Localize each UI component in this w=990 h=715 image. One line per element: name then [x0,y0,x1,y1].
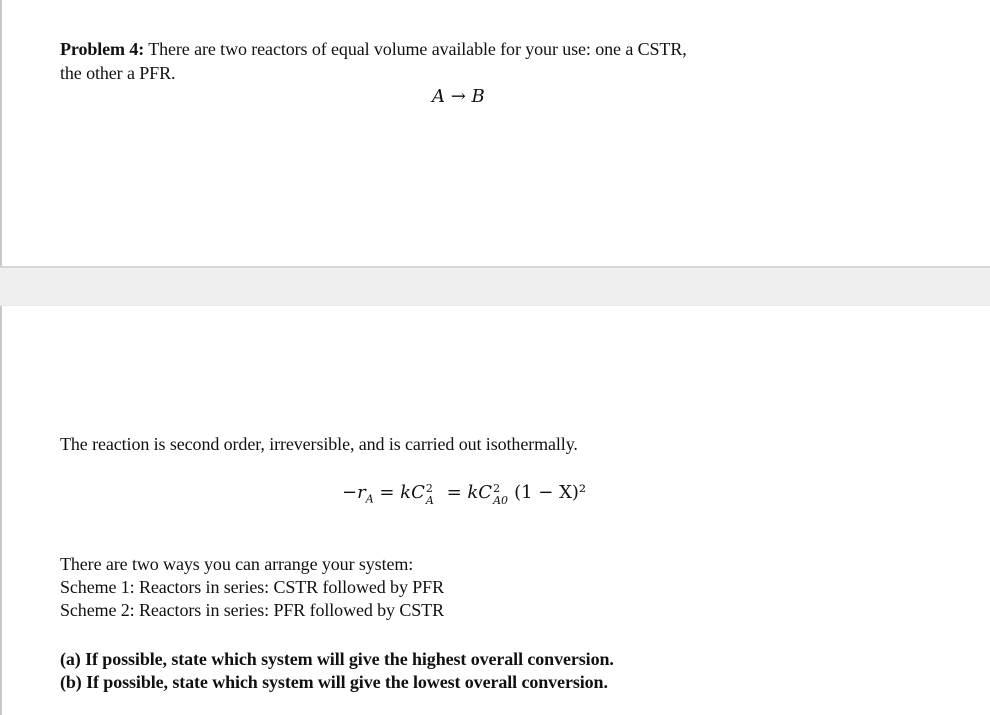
rate-eq1: = kC [373,482,425,503]
conc-a-scripts [425,482,441,507]
problem-intro-text: There are two reactors of equal volume available for your use: one a CSTR, [144,39,687,59]
rate-law-equation [342,482,587,507]
conc-a0-scripts [492,482,514,507]
scheme-2: Scheme 2: Reactors in series: PFR followed by CSTR [60,600,444,620]
conc-a-exponent: 2 [425,482,433,495]
reaction-description: The reaction is second order, irreversible, and is carried out isothermally. [60,434,578,454]
conc-a-subscript: A [425,494,434,507]
page-separator [0,266,990,306]
left-page-edge [0,0,2,715]
problem-intro-line-2: the other a PFR. [60,63,176,83]
problem-label: Problem 4: [60,39,145,59]
reaction-equation: A → B [432,86,485,107]
question-b-text: If possible, state which system will give the lowest overall conversion. [81,672,608,692]
question-a-text: If possible, state which system will give the highest overall conversion. [80,649,614,669]
scheme-1: Scheme 1: Reactors in series: CSTR followed by PFR [60,577,444,597]
rate-tail: (1 − X)² [514,482,587,503]
question-a [60,648,614,670]
arrangement-intro: There are two ways you can arrange your system: [60,554,414,574]
rate-eq2: = kC [440,482,493,503]
rate-lhs-subscript: A [365,492,374,506]
rate-lhs: −r [342,482,366,503]
conc-a0-subscript: A0 [493,494,509,507]
question-b-label: (b) [60,672,82,692]
conc-a0-exponent: 2 [493,482,501,495]
question-a-label: (a) [60,649,81,669]
question-b [60,671,608,693]
problem-intro-line-1 [60,38,687,60]
